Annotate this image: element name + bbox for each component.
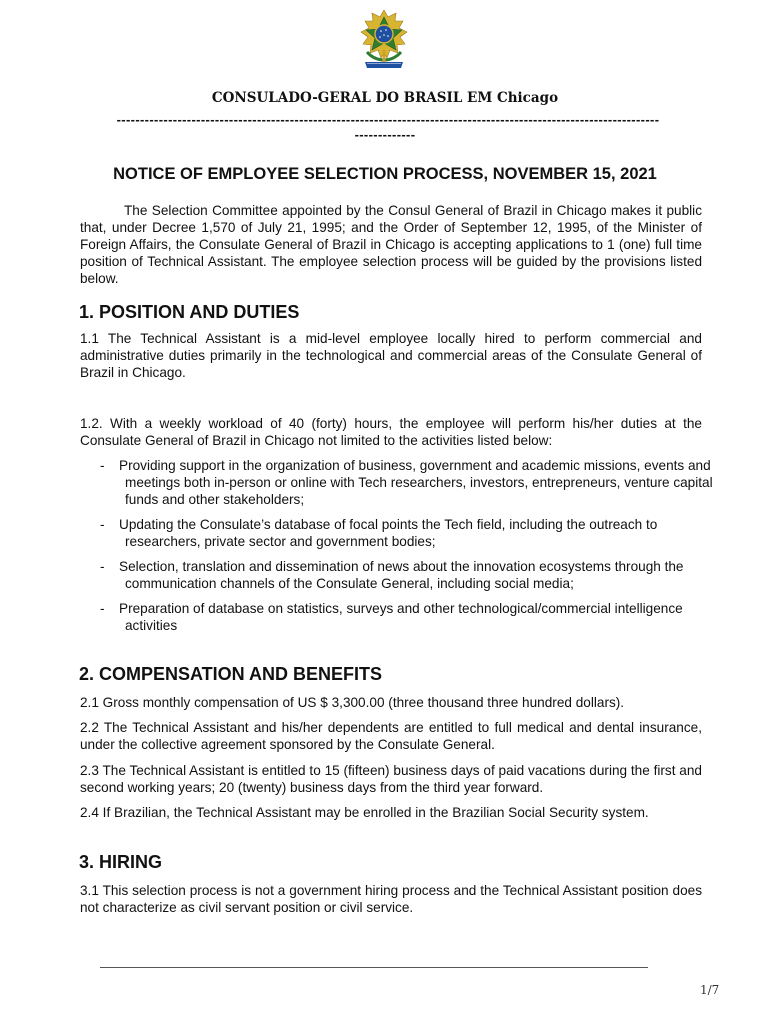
- notice-title: NOTICE OF EMPLOYEE SELECTION PROCESS, NOVEMBER 15, 2021: [113, 165, 657, 183]
- coat-of-arms-seal-icon: [357, 8, 411, 74]
- consulate-name: CONSULADO-GERAL DO BRASIL EM Chicago: [211, 90, 559, 106]
- footer-rule: [100, 967, 648, 968]
- list-item-text: Providing support in the organization of business, government and academic missions, events and meetings both in-person or online with Tech researchers, investors, entrepreneurs, venture capital funds and other stakeholders;: [119, 458, 713, 507]
- paragraph-1-2: 1.2. With a weekly workload of 40 (forty) hours, the employee will perform his/her duties at the Consulate General of Brazil in Chicago not limited to the activities listed below:: [80, 416, 702, 448]
- list-item: [100, 558, 725, 592]
- paragraph-3-1: 3.1 This selection process is not a government hiring process and the Technical Assistant position does not characterize as civil servant position or civil service.: [80, 883, 702, 915]
- section-heading-hiring: 3. HIRING: [79, 852, 163, 872]
- list-item-text: Preparation of database on statistics, surveys and other technological/commercial intelligence activities: [119, 601, 683, 633]
- bullet-marker: -: [100, 458, 105, 473]
- list-item: [100, 600, 725, 634]
- separator-line-continuation: -------------: [354, 127, 416, 142]
- list-item-text: Selection, translation and dissemination of news about the innovation ecosystems through the communication channels of the Consulate General, including social media;: [119, 559, 684, 591]
- list-item-text: Updating the Consulate’s database of focal points the Tech field, including the outreach to researchers, private sector and government bodies;: [119, 517, 658, 549]
- paragraph-2-2: 2.2 The Technical Assistant and his/her dependents are entitled to full medical and dental insurance, under the collective agreement sponsored by the Consulate General.: [80, 720, 702, 752]
- paragraph-1-1: 1.1 The Technical Assistant is a mid-level employee locally hired to perform commercial and administrative duties primarily in the technological and commercial areas of the Consulate General of Brazil in Chicago.: [80, 331, 702, 380]
- list-item: [100, 457, 725, 508]
- paragraph-2-1: 2.1 Gross monthly compensation of US $ 3,300.00 (three thousand three hundred dollars).: [80, 695, 625, 710]
- paragraph-2-4: 2.4 If Brazilian, the Technical Assistant may be enrolled in the Brazilian Social Security system.: [80, 805, 649, 820]
- paragraph-2-3: 2.3 The Technical Assistant is entitled to 15 (fifteen) business days of paid vacations during the first and second working years; 20 (twenty) business days from the third year forward.: [80, 763, 702, 795]
- bullet-marker: -: [100, 559, 105, 574]
- bullet-marker: -: [100, 601, 105, 616]
- bullet-marker: -: [100, 517, 105, 532]
- intro-paragraph: The Selection Committee appointed by the Consul General of Brazil in Chicago makes it public that, under Decree 1,570 of July 21, 1995; and the Order of September 12, 1995, of the Minister of Foreign Affairs, the Consulate General of Brazil in Chicago is accepting applications to 1 (one) full time position of Technical Assistant. The employee selection process will be guided by the provisions listed below.: [80, 203, 702, 286]
- section-heading-compensation: 2. COMPENSATION AND BENEFITS: [79, 664, 383, 684]
- separator-line: --------------------------------------------------------------------------------------------------------------------: [116, 112, 660, 127]
- list-item: [100, 516, 725, 550]
- page-number: 1/7: [700, 983, 720, 997]
- section-heading-position: 1. POSITION AND DUTIES: [79, 302, 300, 322]
